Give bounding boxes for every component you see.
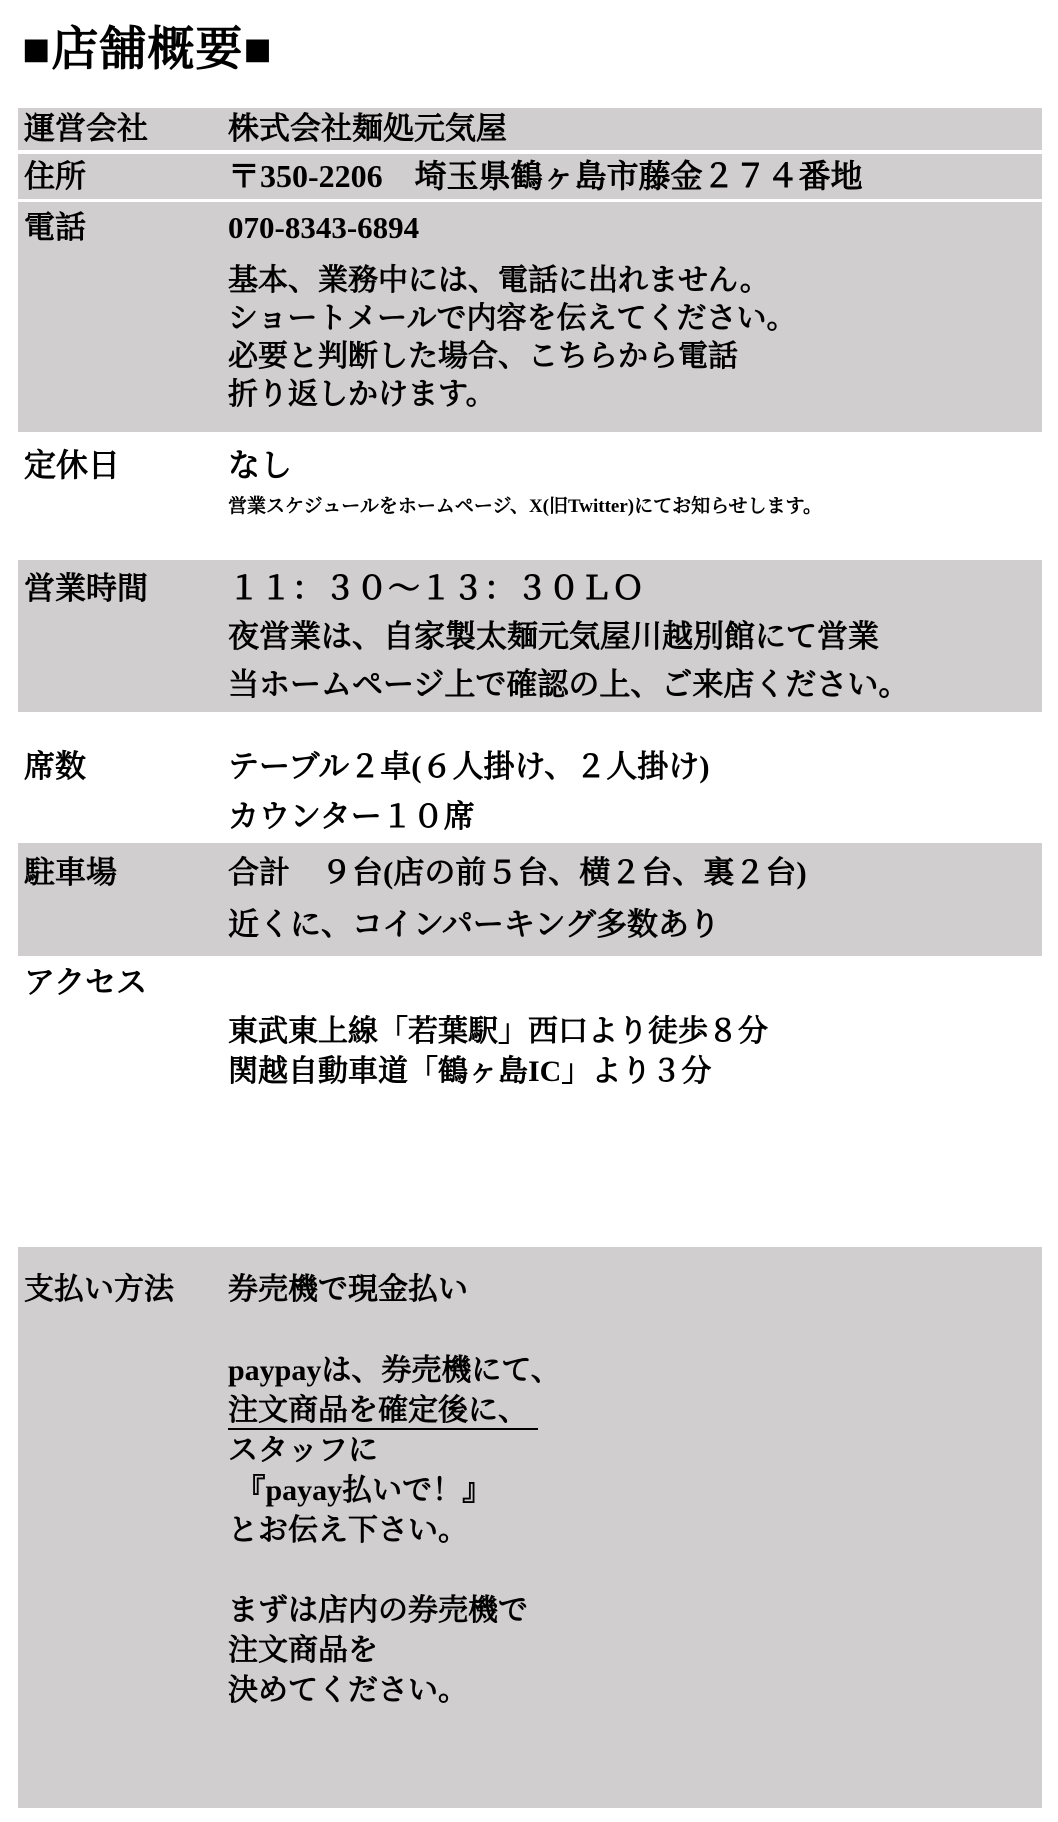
paypay-line: 『payay払いで！』: [228, 1474, 493, 1507]
seats-line: カウンター１０席: [228, 799, 475, 834]
address-value: 〒350-2206 埼玉県鶴ヶ島市藤金２７４番地: [228, 158, 863, 194]
hours-value: １１：３０～１３：３０ＬＯ: [228, 570, 645, 606]
phone-number: 070-8343-6894: [228, 210, 420, 245]
holiday-label: 定休日: [24, 447, 121, 483]
row-company: [18, 108, 1042, 150]
parking-label: 駐車場: [24, 855, 117, 890]
phone-note-line: 基本、業務中には、電話に出れません。: [228, 264, 770, 297]
row-parking: [18, 843, 1042, 956]
page-title: ■店舗概要■: [22, 24, 273, 76]
holiday-value: なし: [228, 447, 293, 483]
row-phone: [18, 202, 1042, 432]
row-access: [18, 956, 1042, 1088]
payment-value: 券売機で現金払い: [228, 1273, 468, 1306]
access-label: アクセス: [24, 965, 148, 1000]
seats-label: 席数: [24, 749, 86, 784]
phone-label: 電話: [24, 210, 86, 245]
row-payment: [18, 1247, 1042, 1808]
row-address: [18, 154, 1042, 199]
order-line: 決めてください。: [228, 1674, 468, 1707]
parking-line: 近くに、コインパーキング多数あり: [228, 907, 720, 942]
access-line: 関越自動車道「鶴ヶ島IC」より３分: [228, 1055, 712, 1088]
order-line: 注文商品を: [228, 1634, 378, 1667]
holiday-note: 営業スケジュールをホームページ、X(旧Twitter)にてお知らせします。: [228, 496, 823, 517]
paypay-line: スタッフに: [228, 1434, 378, 1467]
payment-order-note: [18, 1591, 1042, 1711]
phone-note-line: 必要と判断した場合、こちらから電話: [228, 340, 738, 373]
hours-note-line: 夜営業は、自家製太麺元気屋川越別館にて営業: [228, 619, 879, 654]
address-label: 住所: [24, 159, 86, 194]
paypay-line: とお伝え下さい。: [228, 1514, 468, 1547]
paypay-line: paypayは、券売機にて、: [228, 1354, 561, 1387]
company-label: 運営会社: [24, 111, 148, 146]
store-overview-table: [18, 108, 1042, 1808]
phone-note-line: 折り返しかけます。: [228, 378, 496, 411]
payment-label: 支払い方法: [24, 1273, 174, 1306]
parking-line: 合計 ９台(店の前５台、横２台、裏２台): [228, 855, 807, 890]
row-holiday: [18, 432, 1042, 560]
row-seats: [18, 740, 1042, 843]
access-line: 東武東上線「若葉駅」西口より徒歩８分: [228, 1015, 768, 1048]
hours-label: 営業時間: [24, 571, 148, 606]
phone-note: [18, 262, 1042, 414]
payment-paypay-note: [18, 1351, 1042, 1551]
hours-note-line: 当ホームページ上で確認の上、ご来店ください。: [228, 667, 910, 702]
seats-line: テーブル２卓(６人掛け、２人掛け): [228, 749, 710, 784]
order-line: まずは店内の券売機で: [228, 1594, 528, 1627]
page-header: [0, 0, 1058, 108]
paypay-line-underlined: 注文商品を確定後に、: [228, 1394, 538, 1430]
phone-note-line: ショートメールで内容を伝えてください。: [228, 302, 797, 335]
company-value: 株式会社麺処元気屋: [228, 111, 507, 146]
row-hours: [18, 560, 1042, 712]
